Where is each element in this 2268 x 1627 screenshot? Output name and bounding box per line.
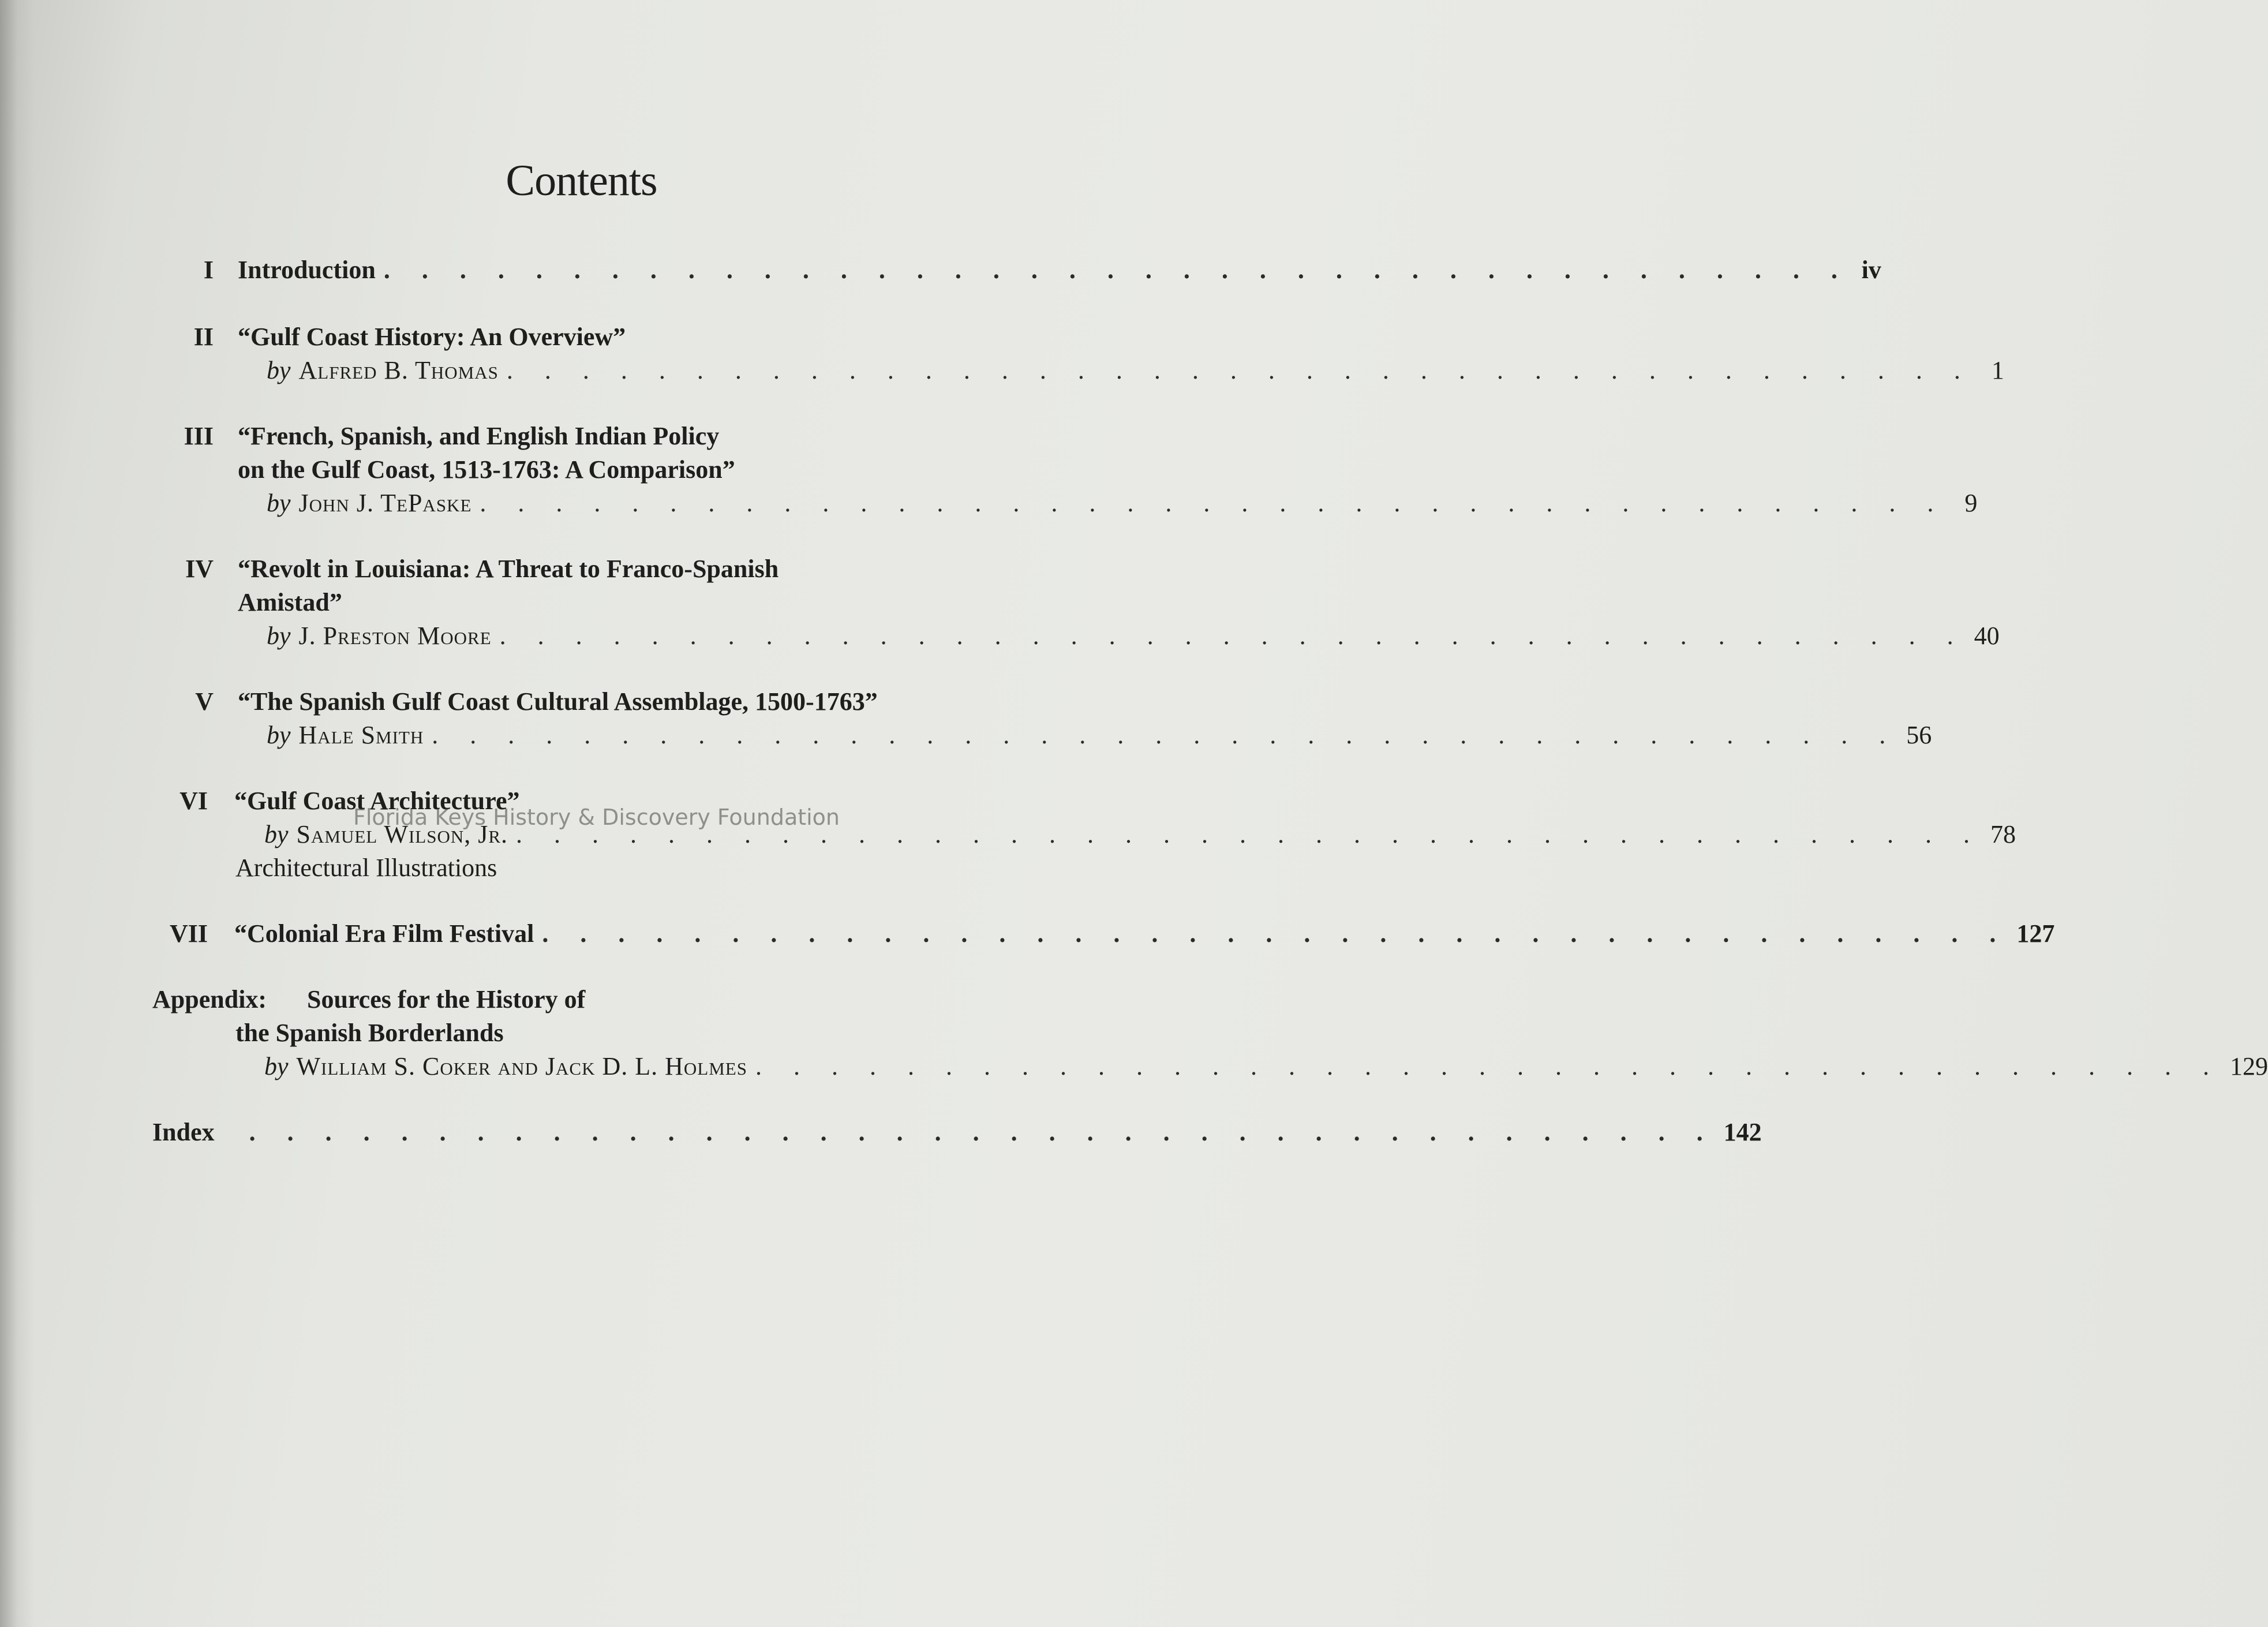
by-word: by	[267, 489, 291, 517]
dot-leader: . . . . . . . . . . . . . . . . . . . . . . . . . . . . . . . . . . . . . . .	[516, 820, 1983, 848]
appendix-byline	[264, 1050, 2268, 1083]
entry-title-line: “French, Spanish, and English Indian Policy	[238, 422, 720, 450]
entry-title: “The Spanish Gulf Coast Cultural Assemblage, 1500-1763”	[238, 687, 878, 716]
dot-leader: . . . . . . . . . . . . . . . . . . . . . . . . . . . . . . . . . . . . . . .	[506, 356, 1973, 384]
appendix-label: Appendix:	[152, 985, 267, 1013]
by-word: by	[267, 721, 291, 749]
dot-leader: . . . . . . . . . . . . . . . . . . . . . . . . . . . . . . . . . . . . . . .	[432, 721, 1899, 749]
index-label: Index	[152, 1118, 215, 1146]
entry-numeral: V	[195, 687, 214, 716]
index-entry	[152, 1116, 1762, 1149]
entry-numeral: VII	[169, 919, 208, 948]
entry-title-line: Amistad”	[238, 588, 342, 616]
toc-entry	[234, 918, 2055, 950]
watermark-text: Florida Keys History & Discovery Foundation	[353, 805, 840, 830]
page-number: 127	[2016, 919, 2055, 948]
entry-numeral: I	[203, 256, 214, 284]
entry-numeral: VI	[179, 787, 208, 815]
dot-leader: . . . . . . . . . . . . . . . . . . . . . . . . . . . . . . . . . . . . . . .	[499, 622, 1966, 650]
entry-title: “Colonial Era Film Festival	[234, 919, 534, 948]
page-number: iv	[1861, 256, 1881, 284]
by-word: by	[267, 622, 291, 650]
dot-leader: . . . . . . . . . . . . . . . . . . . . . . . . . . . . . . . . . . . . . . .	[249, 1118, 1716, 1146]
appendix-title-line: the Spanish Borderlands	[235, 1019, 504, 1047]
page-number: 129	[2229, 1052, 2268, 1080]
author-name: John J. TePaske	[298, 489, 472, 517]
page-number: 40	[1974, 622, 2000, 650]
page-number: 56	[1906, 721, 1932, 749]
author-name: J. Preston Moore	[298, 622, 492, 650]
toc-entry-byline	[267, 620, 2000, 652]
appendix-title-line: Sources for the History of	[307, 985, 586, 1013]
spine-shadow	[0, 0, 35, 1627]
toc-entry	[238, 254, 1881, 286]
entry-numeral: III	[184, 422, 214, 450]
author-name: Samuel Wilson, Jr.	[296, 820, 508, 848]
entry-title: “Gulf Coast Architecture”	[234, 787, 520, 815]
page-number: 142	[1723, 1118, 1762, 1146]
entry-numeral: IV	[185, 555, 214, 583]
author-name: Hale Smith	[298, 721, 424, 749]
page-number: 9	[1964, 489, 1978, 517]
entry-title: “Gulf Coast History: An Overview”	[238, 323, 626, 351]
entry-title-line: “Revolt in Louisiana: A Threat to Franco-Spanish	[238, 555, 779, 583]
entry-numeral: II	[193, 323, 214, 351]
dot-leader: . . . . . . . . . . . . . . . . . . . . . . . . . . . . . . . . . . . . . . .	[383, 256, 1850, 284]
entry-title-line: on the Gulf Coast, 1513-1763: A Comparison”	[238, 455, 735, 484]
entry-title: Introduction	[238, 256, 376, 284]
page-title: Contents	[506, 156, 657, 205]
toc-entry-byline	[267, 487, 1978, 519]
by-word: by	[264, 820, 289, 848]
author-name: Alfred B. Thomas	[298, 356, 499, 384]
page-number: 1	[1991, 356, 2004, 384]
author-name: William S. Coker and Jack D. L. Holmes	[296, 1052, 747, 1080]
toc-entry-byline	[267, 719, 1932, 751]
entry-extra-line: Architectural Illustrations	[235, 854, 497, 882]
toc-entry-byline	[267, 354, 2004, 387]
dot-leader: . . . . . . . . . . . . . . . . . . . . . . . . . . . . . . . . . . . . . . .	[542, 919, 2009, 948]
by-word: by	[267, 356, 291, 384]
page-number: 78	[1990, 820, 2016, 848]
by-word: by	[264, 1052, 289, 1080]
dot-leader: . . . . . . . . . . . . . . . . . . . . . . . . . . . . . . . . . . . . . . .	[755, 1052, 2222, 1080]
dot-leader: . . . . . . . . . . . . . . . . . . . . . . . . . . . . . . . . . . . . . . .	[480, 489, 1947, 517]
